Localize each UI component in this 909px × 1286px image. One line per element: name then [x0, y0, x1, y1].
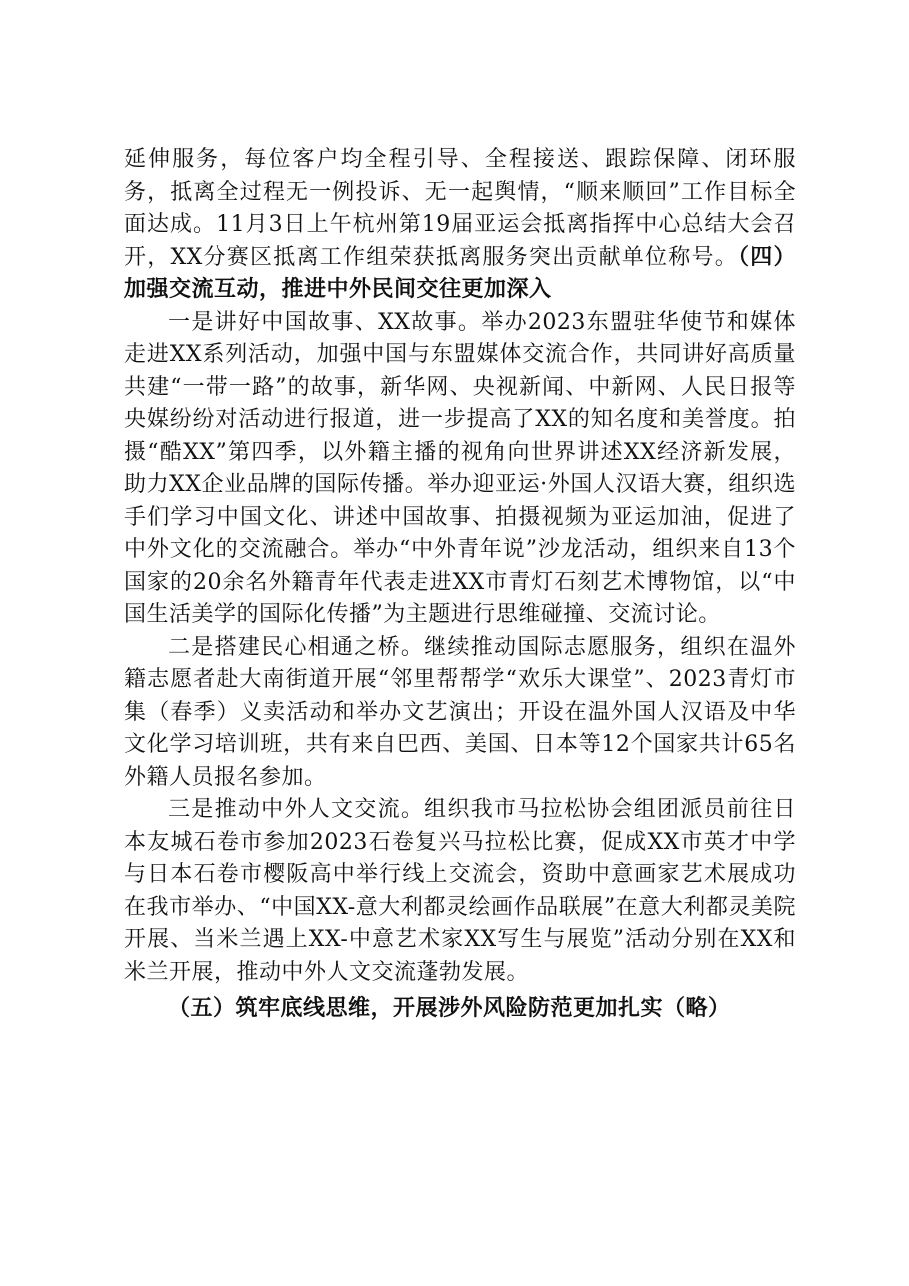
paragraph-cultural-exchange: 三是推动中外人文交流。组织我市马拉松协会组团派员前往日本友城石卷市参加2023石卷复兴马拉松比赛，促成XX市英才中学与日本石卷市樱阪高中举行线上交流会，资助中意画家艺术展成功在我市举办、“中国XX-意大利都灵绘画作品联展”在意大利都灵美院开展、当米兰遇上XX-中意艺术家XX写生与展览”活动分别在XX和米兰开展，推动中外人文交流蓬勃发展。 [124, 797, 796, 985]
paragraph-china-story: 一是讲好中国故事、XX故事。举办2023东盟驻华使节和媒体走进XX系列活动，加强中国与东盟媒体交流合作，共同讲好高质量共建“一带一路”的故事，新华网、央视新闻、中新网、人民日报等央媒纷纷对活动进行报道，进一步提高了XX的知名度和美誉度。拍摄“酷XX”第四季，以外籍主播的视角向世界讲述XX经济新发展，助力XX企业品牌的国际传播。举办迎亚运·外国人汉语大赛，组织选手们学习中国文化、讲述中国故事、拍摄视频为亚运加油，促进了中外文化的交流融合。举办“中外青年说”沙龙活动，组织来自13个国家的20余名外籍青年代表走进XX市青灯石刻艺术博物馆，以“中国生活美学的国际化传播”为主题进行思维碰撞、交流讨论。 [124, 309, 796, 627]
paragraph-service-summary [124, 144, 796, 307]
document-page [124, 144, 796, 1026]
section-heading-4: （四）加强交流互动，推进中外民间交往更加深入 [124, 244, 796, 302]
paragraph-service-summary-text: 延伸服务，每位客户均全程引导、全程接送、跟踪保障、闭环服务，抵离全过程无一例投诉、无一起舆情，“顺来顺回”工作目标全面达成。11月3日上午杭州第19届亚运会抵离指挥中心总结大会召开，XX分赛区抵离工作组荣获抵离服务突出贡献单位称号。 [124, 147, 796, 270]
paragraph-people-bridge: 二是搭建民心相通之桥。继续推动国际志愿服务，组织在温外籍志愿者赴大南街道开展“邻里帮帮学“欢乐大课堂”、2023青灯市集（春季）义卖活动和举办文艺演出；开设在温外国人汉语及中华文化学习培训班，共有来自巴西、美国、日本等12个国家共计65名外籍人员报名参加。 [124, 634, 796, 790]
section-heading-5: （五）筑牢底线思维，开展涉外风险防范更加扎实（略） [168, 996, 731, 1021]
